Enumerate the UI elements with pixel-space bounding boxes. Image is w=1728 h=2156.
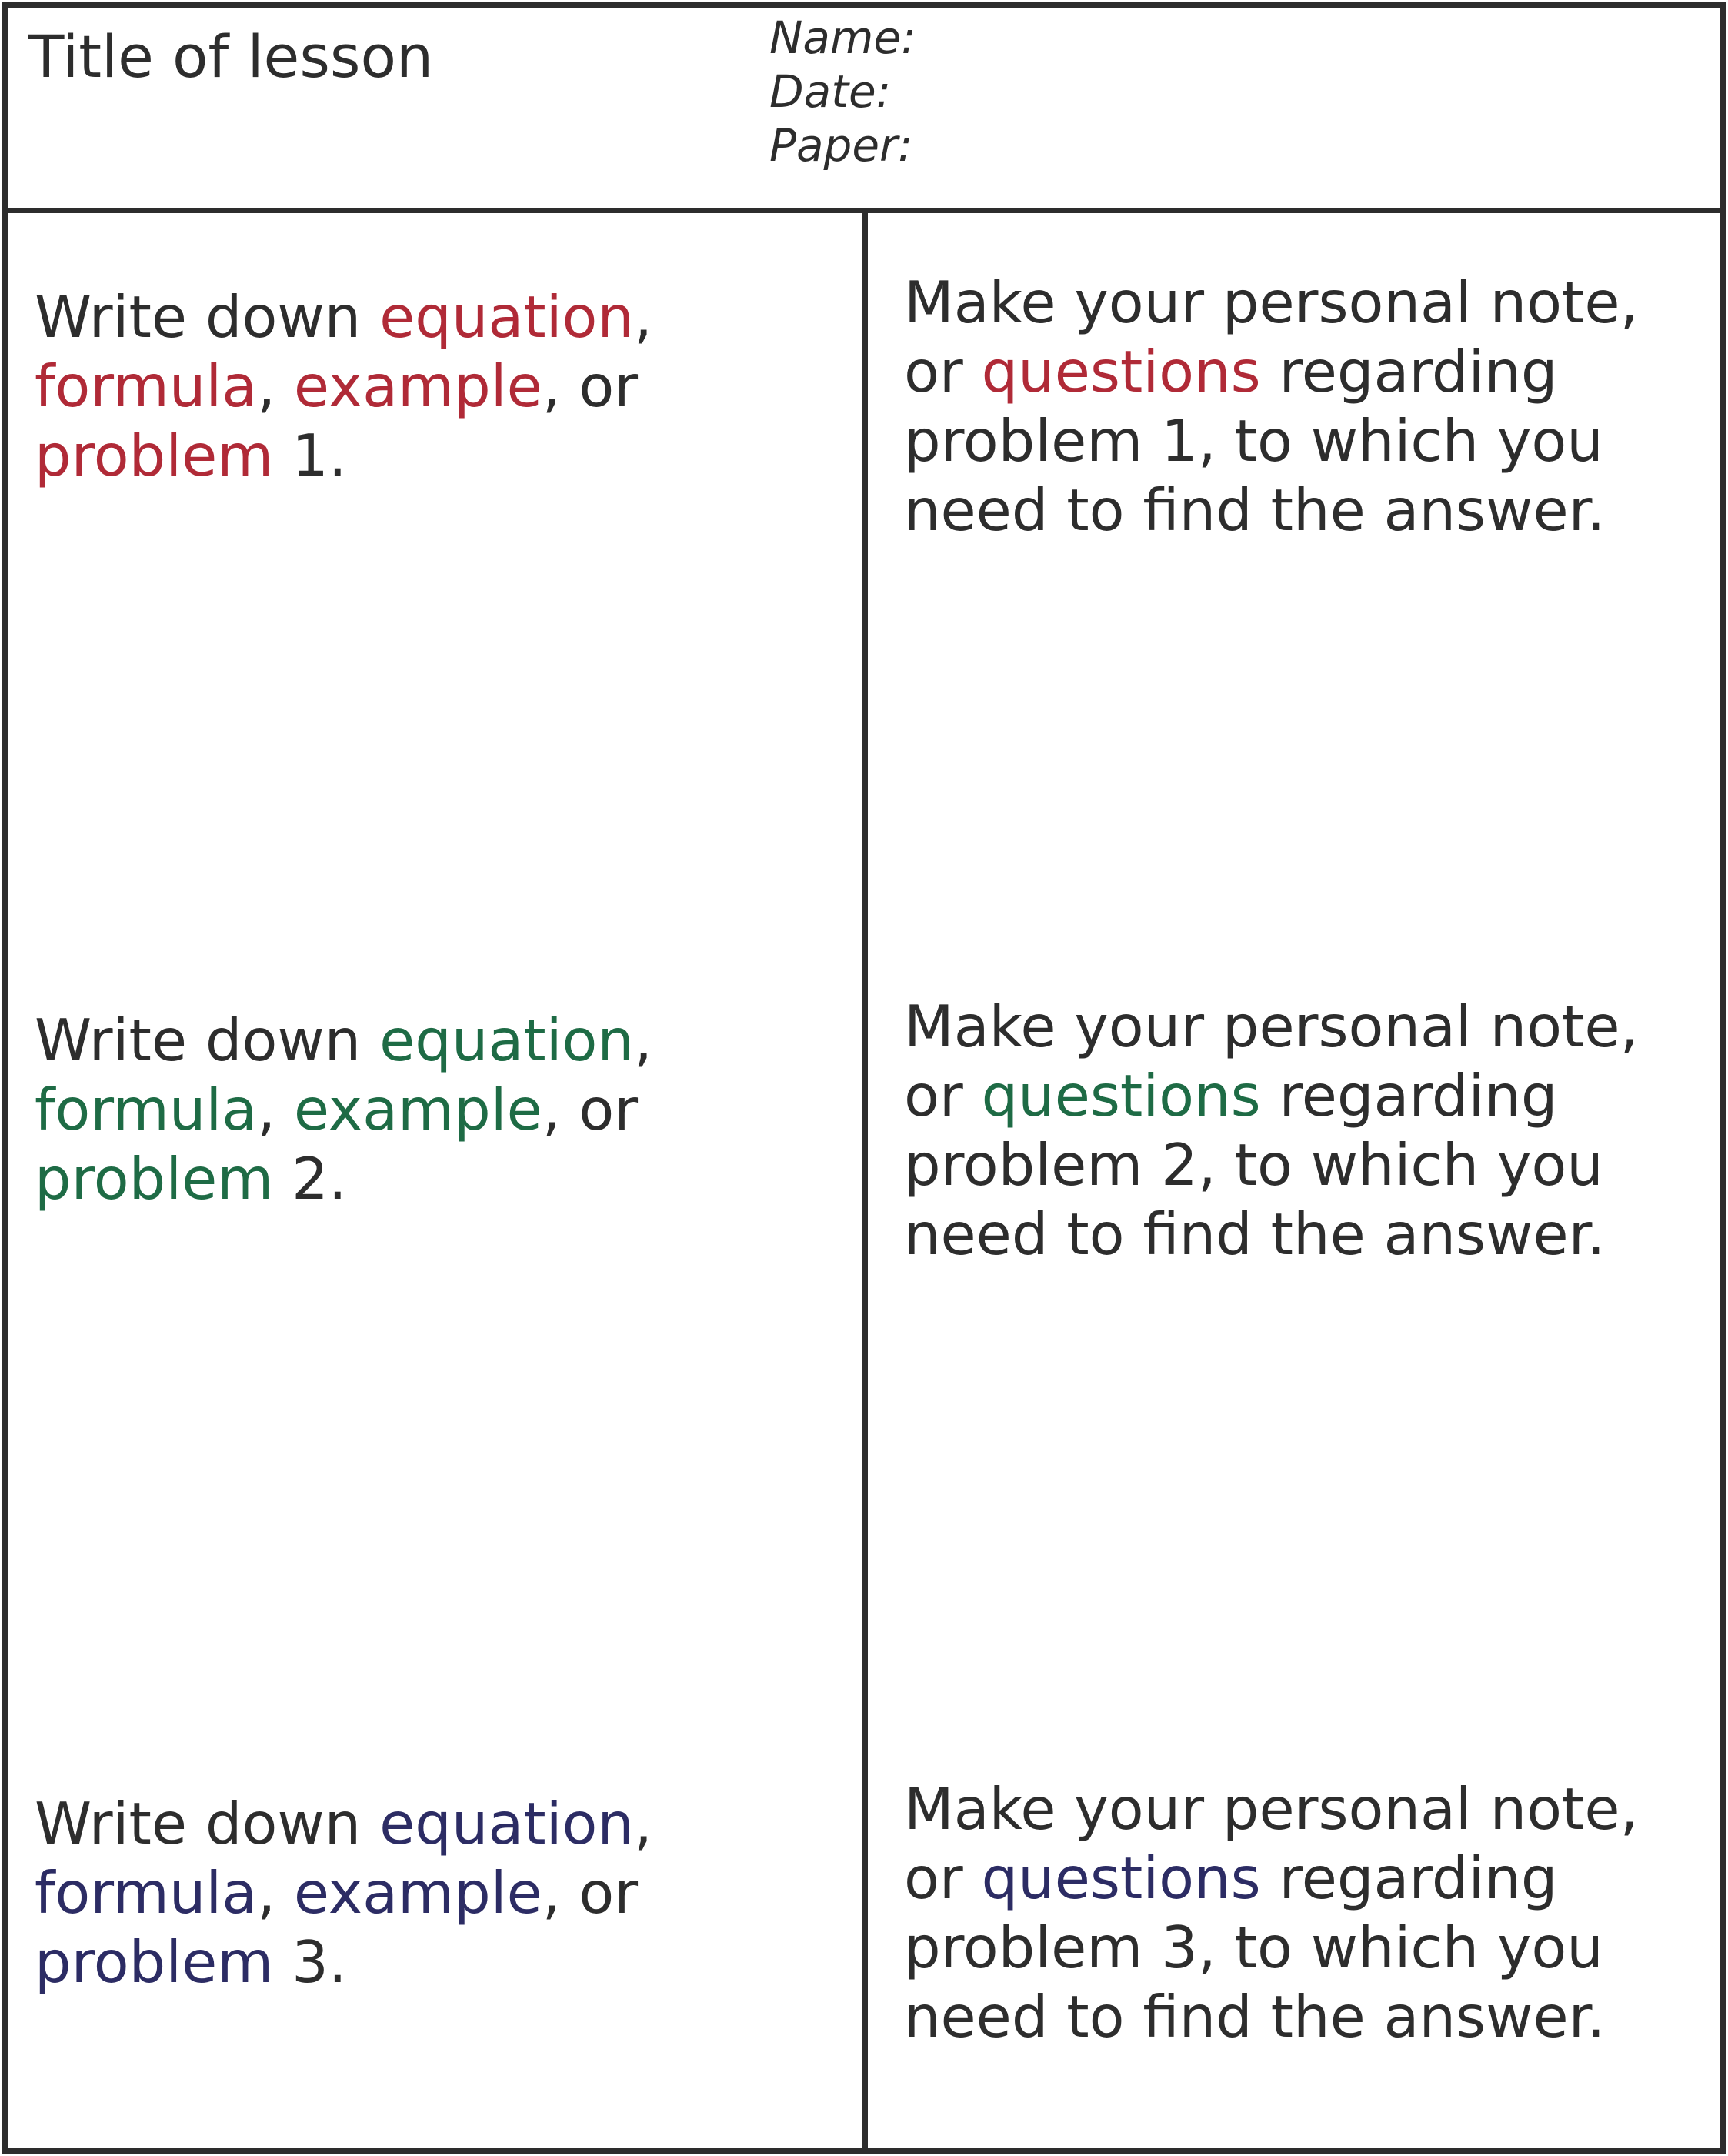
note-text: regarding xyxy=(1260,1844,1558,1912)
note-right-problem-1 xyxy=(904,268,1638,545)
keyword-questions: questions xyxy=(981,338,1261,406)
cue-text: , xyxy=(633,283,652,351)
keyword-equation: equation xyxy=(379,1790,634,1857)
column-divider xyxy=(862,208,868,2154)
keyword-problem: problem xyxy=(35,1928,274,1996)
note-right-problem-3 xyxy=(904,1774,1638,2051)
note-text: or xyxy=(904,1844,982,1912)
name-field-label: Name: xyxy=(769,12,916,64)
cue-text: 2. xyxy=(273,1145,347,1213)
cue-text: , xyxy=(257,352,294,420)
cue-text: 1. xyxy=(273,422,347,489)
header-fields xyxy=(769,11,916,172)
note-text: regarding xyxy=(1260,338,1558,406)
keyword-questions: questions xyxy=(981,1062,1261,1130)
lesson-title: Title of lesson xyxy=(28,22,434,91)
keyword-equation: equation xyxy=(379,283,634,351)
cue-left-problem-1 xyxy=(35,282,652,490)
note-text: Make your personal note, xyxy=(904,993,1639,1060)
cue-text: , xyxy=(257,1859,294,1927)
cue-text: , xyxy=(633,1006,652,1074)
note-text: need to find the answer. xyxy=(904,476,1606,544)
note-text: problem 3, to which you xyxy=(904,1914,1603,1981)
keyword-problem: problem xyxy=(35,422,274,489)
cue-left-problem-3 xyxy=(35,1789,652,1997)
cue-text: , or xyxy=(542,1859,639,1927)
keyword-formula: formula xyxy=(35,1859,258,1927)
cue-text: , xyxy=(633,1790,652,1857)
cue-text: Write down xyxy=(35,1006,380,1074)
cue-text: 3. xyxy=(273,1928,347,1996)
date-field-label: Date: xyxy=(769,65,892,118)
keyword-example: example xyxy=(293,352,542,420)
paper-field-label: Paper: xyxy=(769,119,913,172)
keyword-equation: equation xyxy=(379,1006,634,1074)
cue-text: Write down xyxy=(35,1790,380,1857)
keyword-questions: questions xyxy=(981,1844,1261,1912)
cue-text: Write down xyxy=(35,283,380,351)
keyword-formula: formula xyxy=(35,352,258,420)
keyword-example: example xyxy=(293,1076,542,1143)
cue-text: , or xyxy=(542,352,639,420)
keyword-example: example xyxy=(293,1859,542,1927)
note-text: need to find the answer. xyxy=(904,1200,1606,1268)
note-text: regarding xyxy=(1260,1062,1558,1130)
note-text: need to find the answer. xyxy=(904,1983,1606,2051)
cue-text: , or xyxy=(542,1076,639,1143)
note-text: Make your personal note, xyxy=(904,269,1639,336)
cue-left-problem-2 xyxy=(35,1006,652,1213)
note-right-problem-2 xyxy=(904,992,1638,1269)
note-text: or xyxy=(904,338,982,406)
note-text: Make your personal note, xyxy=(904,1775,1639,1843)
keyword-problem: problem xyxy=(35,1145,274,1213)
keyword-formula: formula xyxy=(35,1076,258,1143)
note-text: problem 2, to which you xyxy=(904,1131,1603,1199)
cue-text: , xyxy=(257,1076,294,1143)
note-text: problem 1, to which you xyxy=(904,407,1603,475)
note-text: or xyxy=(904,1062,982,1130)
